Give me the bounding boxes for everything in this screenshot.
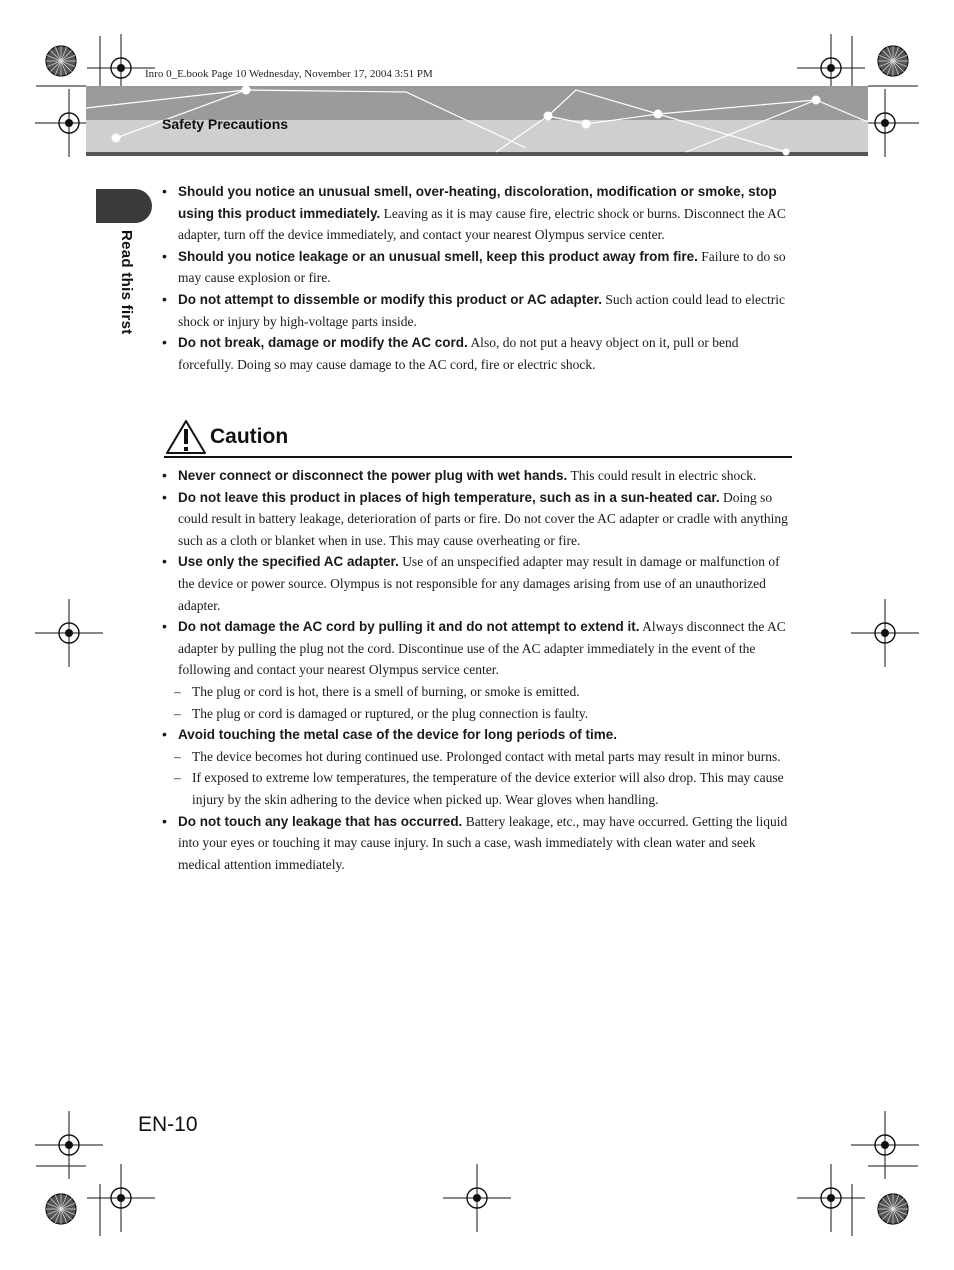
item-body: Leaving as it is may cause fire, electric shock or burns. Disconnect the AC adapter, turn off the device immediately, and contact your nearest Olympus service center.	[178, 205, 786, 243]
caution-item	[162, 487, 792, 552]
caution-item	[162, 465, 792, 487]
caution-subitem: – If exposed to extreme low temperatures, the temperature of the device exterior will also drop. This may cause injury by the skin adhering to the device when picked up. Wear gloves when handling.	[162, 767, 792, 810]
registration-star-mark	[878, 46, 908, 76]
caution-title: Caution	[210, 425, 289, 448]
section-title: Safety Precautions	[162, 116, 289, 132]
item-lead: Avoid touching the metal case of the device for long periods of time.	[178, 727, 618, 743]
warning-item	[162, 246, 792, 289]
item-body: This could result in electric shock.	[570, 468, 757, 483]
chapter-tab	[96, 189, 152, 223]
print-info-line: Inro 0_E.book Page 10 Wednesday, November 17, 2004 3:51 PM	[145, 68, 433, 80]
crosshair-mark	[87, 1164, 155, 1232]
caution-subitem: – The plug or cord is damaged or ruptured, or the plug connection is faulty.	[162, 703, 792, 725]
item-lead: Do not break, damage or modify the AC cord.	[178, 335, 468, 351]
item-body: Such action could lead to electric shock or injury by high-voltage parts inside.	[178, 291, 785, 329]
warning-triangle-icon	[166, 420, 206, 454]
caution-subitem: – The plug or cord is hot, there is a smell of burning, or smoke is emitted.	[162, 681, 792, 703]
item-lead: Do not leave this product in places of high temperature, such as in a sun-heated car.	[178, 489, 720, 505]
caution-heading	[164, 418, 792, 458]
registration-star-mark	[46, 1194, 76, 1224]
warning-item	[162, 332, 792, 375]
registration-star-mark	[878, 1194, 908, 1224]
caution-subitem: – The device becomes hot during continued use. Prolonged contact with metal parts may result in minor burns.	[162, 746, 792, 768]
item-lead: Should you notice leakage or an unusual smell, keep this product away from fire.	[178, 248, 698, 264]
item-body: Always disconnect the AC adapter by pulling the plug not the cord. Discontinue use of the AC adapter immediately in the event of the following and contact your nearest Olympus service center.	[178, 619, 786, 678]
caution-item	[162, 616, 792, 681]
crosshair-mark	[797, 1164, 865, 1232]
item-body: Failure to do so may cause explosion or fire.	[178, 248, 786, 286]
warning-item	[162, 181, 792, 246]
item-lead: Never connect or disconnect the power plug with wet hands.	[178, 468, 568, 483]
crosshair-mark	[35, 599, 103, 667]
warning-list	[162, 181, 792, 375]
chapter-label: Read this first	[118, 230, 135, 335]
page-number: EN-10	[138, 1113, 198, 1136]
caution-item	[162, 551, 792, 616]
item-lead: Use only the specified AC adapter.	[178, 554, 399, 570]
item-body: Battery leakage, etc., may have occurred. Getting the liquid into your eyes or touching it may cause injury. In such a case, wash immediately with clean water and seek medical attention immediately.	[178, 813, 788, 872]
crosshair-mark	[35, 1111, 103, 1179]
crosshair-mark	[851, 1111, 919, 1179]
item-lead: Do not touch any leakage that has occurred.	[178, 813, 463, 829]
item-lead: Should you notice an unusual smell, over-heating, discoloration, modification or smoke, stop using this product immediately.	[178, 184, 777, 221]
item-body: Doing so could result in battery leakage, deterioration of parts or fire. Do not cover the AC adapter or cradle with anything such as a cloth or blanket when in use. This may cause overheating or fire.	[178, 489, 788, 548]
item-lead: Do not attempt to dissemble or modify this product or AC adapter.	[178, 291, 603, 307]
caution-item	[162, 811, 792, 876]
item-body: Also, do not put a heavy object on it, pull or bend forcefully. Doing so may cause damage to the AC cord, fire or electric shock.	[178, 335, 739, 372]
item-lead: Do not damage the AC cord by pulling it and do not attempt to extend it.	[178, 619, 640, 635]
crosshair-mark	[851, 599, 919, 667]
registration-star-mark	[46, 46, 76, 76]
crosshair-mark	[443, 1164, 511, 1232]
warning-item	[162, 289, 792, 332]
caution-item	[162, 724, 792, 746]
caution-list	[162, 465, 792, 875]
item-body: Use of an unspecified adapter may result in damage or malfunction of the device or power source. Olympus is not responsible for any damages arising from use of an unauthorized adapter.	[178, 554, 780, 613]
